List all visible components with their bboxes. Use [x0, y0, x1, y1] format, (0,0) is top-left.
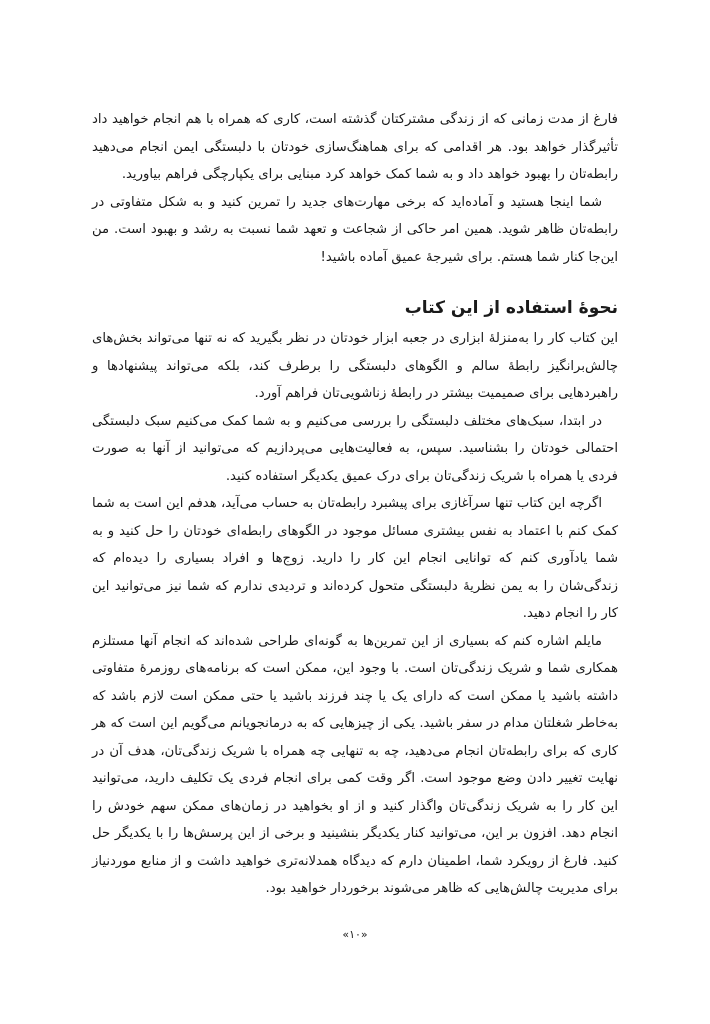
section-paragraph-1: این کتاب کار را به‌منزلهٔ ابزاری در جعبه ابزار خودتان در نظر بگیرید که نه تنها می‌تواند بخش‌های چالش‌برانگیز رابطهٔ سالم و الگوهای دلبستگی را برطرف کند، بلکه می‌تواند پیشنهادها و راهبردهایی برای صمیمیت بیشتر در رابطهٔ زناشویی‌تان فراهم آورد.: [92, 331, 618, 401]
section-heading: نحوهٔ استفاده از این کتاب: [404, 298, 618, 318]
section-paragraph-2: در ابتدا، سبک‌های مختلف دلبستگی را بررسی می‌کنیم و به شما کمک می‌کنیم سبک دلبستگی احتمالی خودتان را بشناسید. سپس، به فعالیت‌هایی می‌پردازیم که می‌توانید از آنها به صورت فردی یا همراه با شریک زندگی‌تان برای درک عمیق یکدیگر استفاده کنید.: [92, 413, 618, 484]
section-paragraph-3: اگرچه این کتاب تنها سرآغازی برای پیشبرد رابطه‌تان به حساب می‌آید، هدفم این است به شما کمک کنم با اعتماد به نفس بیشتری مسائل موجود در الگوهای رابطه‌ای خودتان را حل کنید و به شما یادآوری کنم که توانایی انجام این کار را دارید. زوج‌ها و افراد بسیاری را دیده‌ام که زندگی‌شان را به یمن نظریهٔ دلبستگی متحول کرده‌اند و تردیدی ندارم که شما نیز می‌توانید این کار را انجام دهید.: [92, 496, 618, 621]
intro-paragraph-1: فارغ از مدت زمانی که از زندگی مشترکتان گذشته است، کاری که همراه با هم انجام خواهید داد تأثیرگذار خواهد بود. هر اقدامی که برای هماهنگ‌سازی خودتان با دلبستگی ایمن انجام می‌دهید رابطه‌تان را بهبود خواهد داد و به شما کمک خواهد کرد مبنایی برای یکپارچگی فراهم بیاورید.: [92, 112, 618, 182]
intro-paragraph-2: شما اینجا هستید و آماده‌اید که برخی مهارت‌های جدید را تمرین کنید و به شکل متفاوتی در رابطه‌تان ظاهر شوید. همین امر حاکی از شجاعت و تعهد شما نسبت به رشد و بهبود است. من این‌جا کنار شما هستم. برای شیرجهٔ عمیق آماده باشید!: [92, 194, 618, 265]
page-number: «۱۰»: [342, 928, 368, 941]
page-content: [92, 106, 618, 903]
section-paragraph-4: مایلم اشاره کنم که بسیاری از این تمرین‌ها به گونه‌ای طراحی شده‌اند که انجام آنها مستلزم همکاری شما و شریک زندگی‌تان است. با وجود این، ممکن است که برنامه‌های روزمرهٔ متفاوتی داشته باشید یا ممکن است که دارای یک یا چند فرزند باشید یا حتی ممکن است لازم باشد که به‌خاطر شغلتان مدام در سفر باشید. یکی از چیزهایی که به درمانجویانم می‌گویم این است که هر کاری که برای رابطه‌تان انجام می‌دهید، چه به تنهایی چه همراه با شریک زندگی‌تان، هدف آن در نهایت تغییر دادن وضع موجود است. اگر وقت کمی برای انجام فردی یک تکلیف دارید، می‌توانید این کار را به شریک زندگی‌تان واگذار کنید و از او بخواهید در زمان‌های ممکن سهم خودش را انجام دهد. افزون بر این، می‌توانید کنار یکدیگر بنشینید و برخی از این پرسش‌ها را با یکدیگر حل کنید. فارغ از رویکرد شما، اطمینان دارم که دیدگاه همدلانه‌تری خواهید داشت و از منابع موردنیاز برای مدیریت چالش‌هایی که ظاهر می‌شوند برخوردار خواهید بود.: [92, 633, 618, 896]
